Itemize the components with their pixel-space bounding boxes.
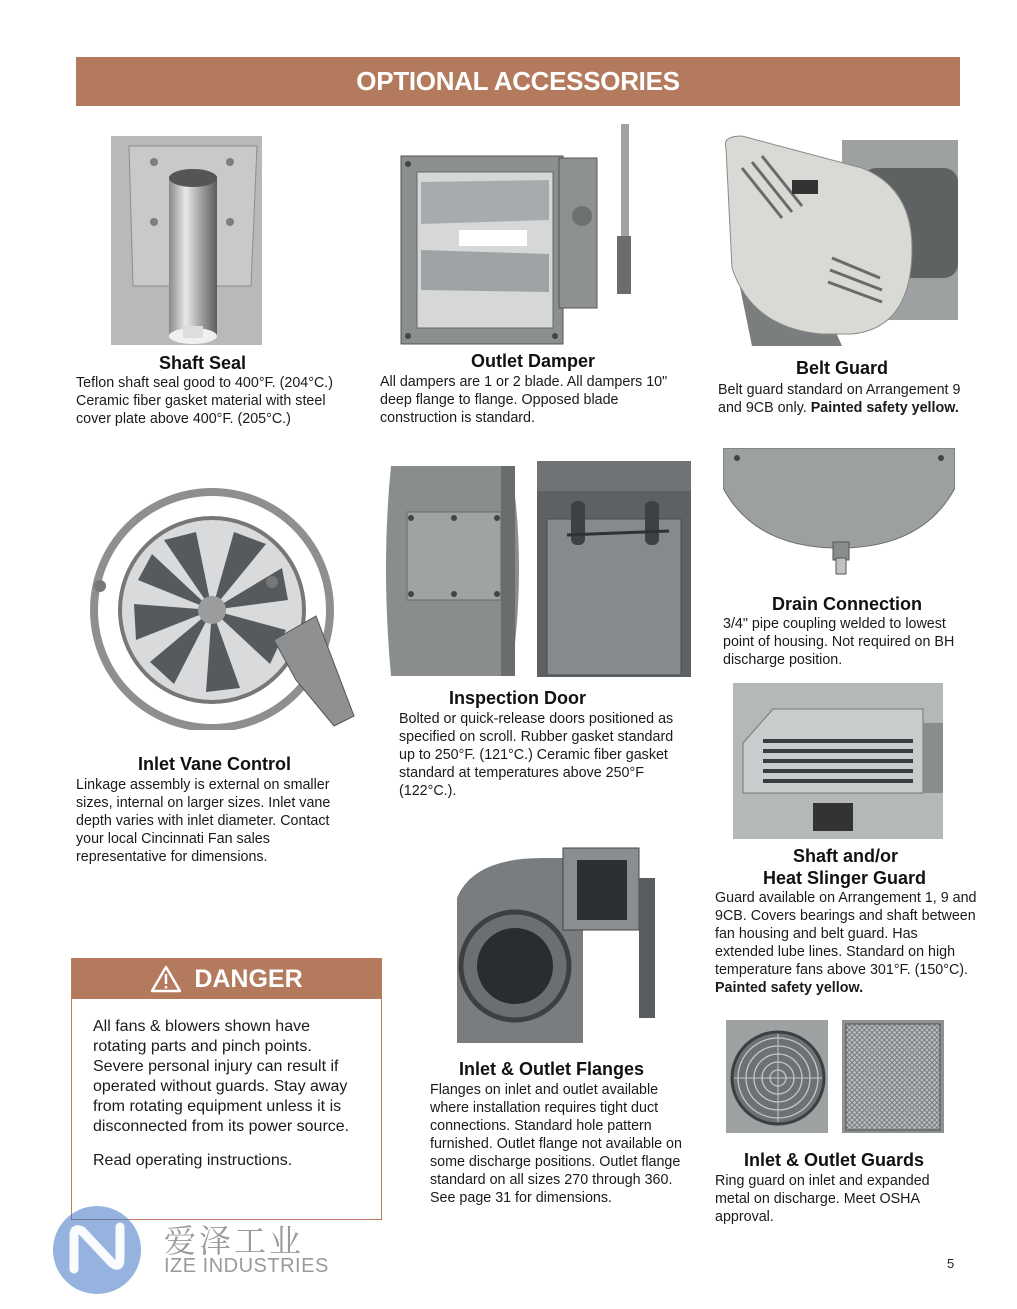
inlet-outlet-guards-title: Inlet & Outlet Guards [744,1150,925,1170]
shaft-heat-slinger-guard-description [715,889,977,997]
inlet-outlet-guards-description: Ring guard on inlet and expanded metal on discharge. Meet OSHA approval. [715,1173,930,1225]
shaft-seal-image [111,136,262,345]
danger-paragraph-1: All fans & blowers shown have rotating parts and pinch points. Severe personal injury can result if operated without guards. Stay away from rotating equipment unless it is disconnected from its power source. [93,1018,350,1135]
inlet-outlet-flanges-image [453,838,655,1043]
belt-guard-image [712,128,958,346]
danger-paragraph-2: Read operating instructions. [93,1152,293,1169]
drain-connection-description: 3/4" pipe coupling welded to lowest point of housing. Not required on BH discharge position. [723,616,955,668]
danger-warning-box [71,958,382,1220]
inspection-door-description: Bolted or quick-release doors positioned as specified on scroll. Rubber gasket standard up to 250°F. (121°C.) Ceramic fiber gasket standard at temperatures above 250°F (122°C.). [399,711,674,799]
belt-guard-title: Belt Guard [796,358,889,378]
inlet-vane-control-description: Linkage assembly is external on smaller sizes, internal on larger sizes. Inlet vane depth varies with inlet diameter. Contact your local Cincinnati Fan sales representative for dimensions. [76,777,331,865]
shaft-seal-description: Teflon shaft seal good to 400°F. (204°C.) Ceramic fiber gasket material with steel cover plate above 400°F. (205°C.) [76,375,334,427]
shaft-heat-slinger-guard-text: Guard available on Arrangement 1, 9 and 9CB. Covers bearings and shaft between fan housing and belt guard. Has extended lube lines. Standard on high temperature fans above 301°F. (150°C). [715,890,977,978]
belt-guard-emphasis: Painted safety yellow. [810,400,959,416]
page-number: 5 [947,1256,955,1271]
outlet-guard-image [842,1020,944,1133]
page-title: OPTIONAL ACCESSORIES [356,66,680,96]
shaft-heat-slinger-guard-title-line1: Shaft and/or [793,846,899,866]
inlet-outlet-flanges-description: Flanges on inlet and outlet available where installation requires tight duct connections. Standard hole pattern furnished. Outlet flange not available on some discharge positions. Outlet flange standard on all sizes 270 through 360. See page 31 for dimensions. [430,1082,682,1206]
inlet-outlet-flanges-title: Inlet & Outlet Flanges [459,1059,645,1079]
shaft-heat-slinger-guard-title-line2: Heat Slinger Guard [763,868,927,888]
shaft-heat-slinger-guard-emphasis: Painted safety yellow. [715,980,864,996]
danger-heading: DANGER [194,964,303,993]
drain-connection-title: Drain Connection [772,594,923,614]
belt-guard-text: Belt guard standard on Arrangement 9 and 9CB only. [718,382,961,416]
inspection-door-image-bolted [381,466,528,676]
outlet-damper-description: All dampers are 1 or 2 blade. All dampers 10" deep flange to flange. Opposed blade construction is standard. [380,374,668,426]
inspection-door-image-quick-release [537,461,691,677]
section-banner [76,57,960,106]
inspection-door-title: Inspection Door [449,688,587,708]
ize-logo-icon [52,1205,142,1295]
shaft-seal-title: Shaft Seal [159,353,247,373]
watermark-english: IZE INDUSTRIES [164,1255,329,1277]
watermark-chinese: 爱泽工业 [164,1222,305,1260]
inlet-vane-control-image [84,480,356,730]
warning-triangle-icon [150,965,182,993]
shaft-heat-slinger-guard-image [733,683,943,839]
inlet-vane-control-title: Inlet Vane Control [138,754,292,774]
inlet-guard-image [726,1020,828,1133]
watermark-logo [52,1200,342,1295]
danger-header [72,959,381,999]
outlet-damper-title: Outlet Damper [471,351,596,371]
belt-guard-description [718,381,968,417]
drain-connection-image [723,448,955,580]
outlet-damper-image [399,124,647,346]
